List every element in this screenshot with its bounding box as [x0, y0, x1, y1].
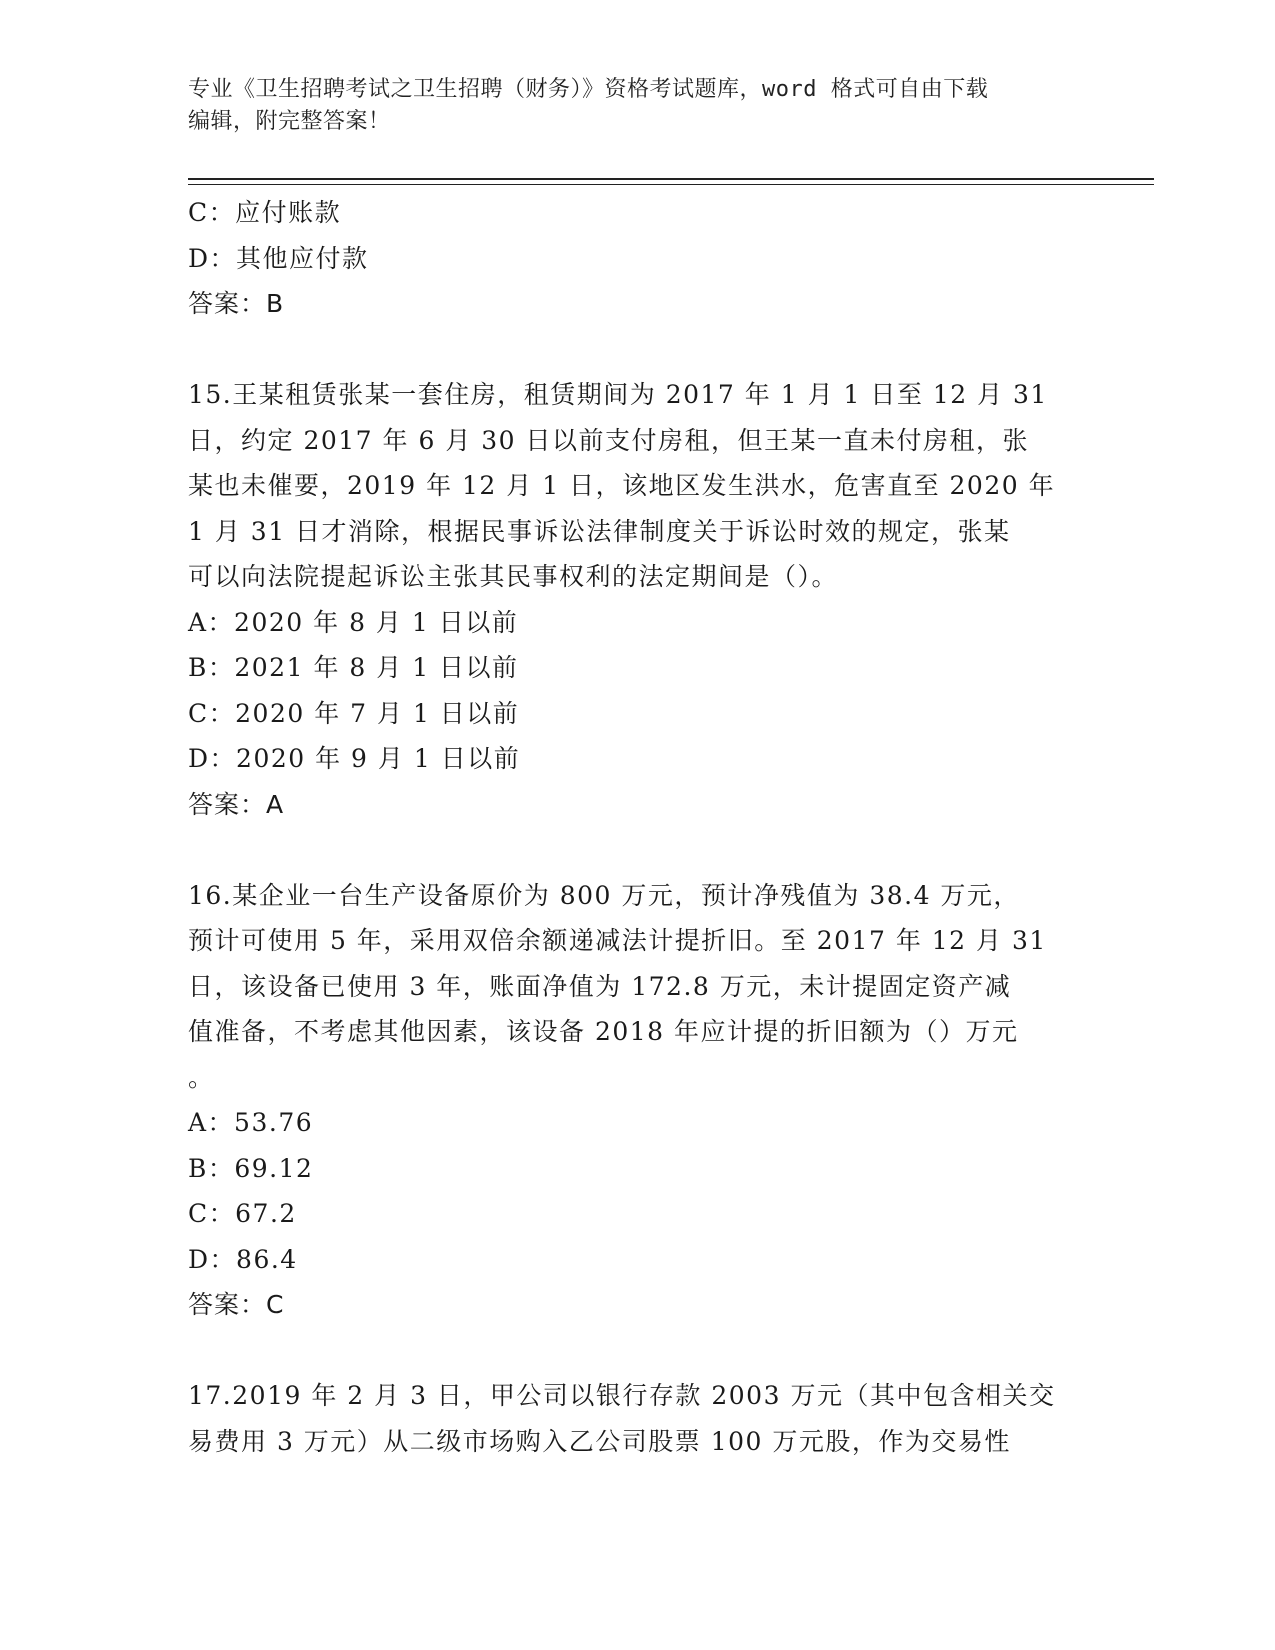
answer-line: 答案：A [188, 789, 285, 819]
question-stem-line: 17.2019 年 2 月 3 日，甲公司以银行存款 2003 万元（其中包含相关交 [188, 1381, 1056, 1410]
question-stem-line: 某也未催要，2019 年 12 月 1 日，该地区发生洪水，危害直至 2020 年 [188, 471, 1056, 500]
question-stem-line: 1 月 31 日才消除，根据民事诉讼法律制度关于诉讼时效的规定，张某 [188, 516, 1011, 546]
question-stem-line: 15.王某租赁张某一套住房，租赁期间为 2017 年 1 月 1 日至 12 月 31 [188, 380, 1048, 409]
question-stem-line: 16.某企业一台生产设备原价为 800 万元，预计净残值为 38.4 万元， [188, 880, 1020, 910]
question-stem-line: 日，约定 2017 年 6 月 30 日以前支付房租，但王某一直未付房租，张 [188, 425, 1030, 455]
option-c: C：67.2 [188, 1199, 297, 1228]
spacer [188, 327, 1088, 373]
spacer [188, 827, 1088, 873]
page-header [188, 74, 1068, 138]
option-a: A：53.76 [188, 1108, 314, 1137]
option-b: B：69.12 [188, 1153, 314, 1183]
header-line-1: 专业《卫生招聘考试之卫生招聘（财务）》资格考试题库，word 格式可自由下载 [188, 77, 989, 102]
question-14-tail [188, 190, 1088, 327]
question-15 [188, 372, 1088, 827]
option-c: C：应付账款 [188, 198, 342, 227]
option-d: D：其他应付款 [188, 243, 369, 273]
header-divider-thin [188, 184, 1154, 185]
answer-line: 答案：C [188, 1290, 285, 1319]
question-stem-line: 。 [188, 1062, 215, 1092]
question-17 [188, 1373, 1088, 1464]
spacer [188, 1328, 1088, 1374]
question-stem-line: 值准备，不考虑其他因素，该设备 2018 年应计提的折旧额为（）万元 [188, 1017, 1019, 1046]
option-b: B：2021 年 8 月 1 日以前 [188, 653, 519, 682]
option-d: D：2020 年 9 月 1 日以前 [188, 744, 521, 773]
question-content [188, 190, 1088, 1464]
option-a: A：2020 年 8 月 1 日以前 [188, 607, 519, 637]
answer-line: 答案：B [188, 289, 285, 318]
header-divider-thick [188, 178, 1154, 180]
option-d: D：86.4 [188, 1244, 298, 1274]
question-stem-line: 易费用 3 万元）从二级市场购入乙公司股票 100 万元股，作为交易性 [188, 1426, 1011, 1456]
question-stem-line: 可以向法院提起诉讼主张其民事权利的法定期间是（）。 [188, 562, 839, 591]
question-stem-line: 日，该设备已使用 3 年，账面净值为 172.8 万元，未计提固定资产减 [188, 971, 1012, 1001]
question-16 [188, 873, 1088, 1328]
header-line-2: 编辑，附完整答案！ [188, 109, 391, 134]
question-stem-line: 预计可使用 5 年，采用双倍余额递减法计提折旧。至 2017 年 12 月 31 [188, 926, 1047, 955]
option-c: C：2020 年 7 月 1 日以前 [188, 698, 520, 728]
